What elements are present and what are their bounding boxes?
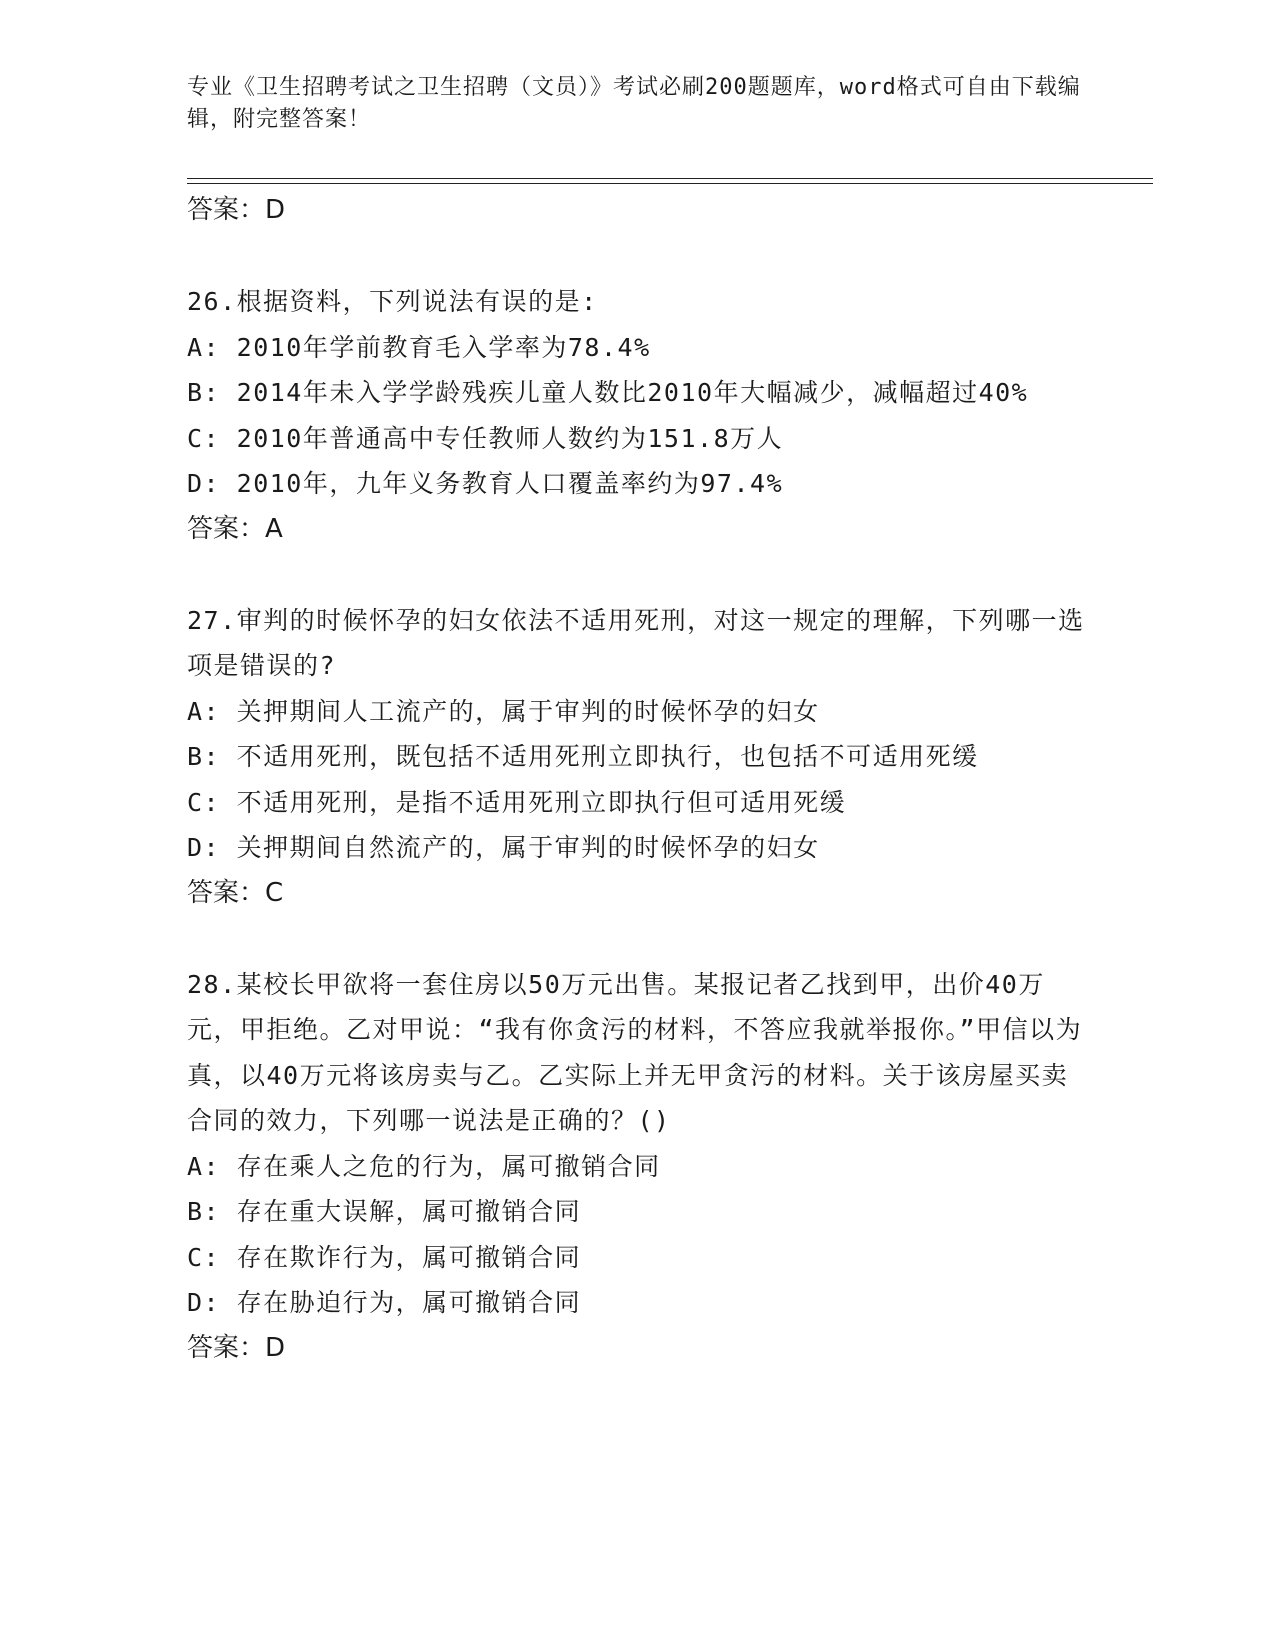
- option-d: D: 存在胁迫行为，属可撤销合同: [187, 1288, 582, 1317]
- option-c: C: 不适用死刑，是指不适用死刑立即执行但可适用死缓: [187, 787, 847, 817]
- header-rule-top: [187, 178, 1153, 179]
- question-26: [187, 279, 1087, 552]
- option-c: C: 2010年普通高中专任教师人数约为151.8万人: [187, 423, 784, 453]
- option-d: D: 关押期间自然流产的，属于审判的时候怀孕的妇女: [187, 833, 820, 862]
- header-rule-bottom: [187, 183, 1153, 184]
- question-text: 27.审判的时候怀孕的妇女依法不适用死刑，对这一规定的理解，下列哪一选项是错误的?: [187, 605, 1085, 680]
- option-a: A: 关押期间人工流产的，属于审判的时候怀孕的妇女: [187, 696, 820, 726]
- question-28: [187, 962, 1087, 1371]
- document-body: [187, 188, 1087, 1371]
- option-d: D: 2010年，九年义务教育人口覆盖率约为97.4%: [187, 469, 784, 498]
- option-c: C: 存在欺诈行为，属可撤销合同: [187, 1242, 582, 1272]
- question-answer: 答案：D: [187, 1332, 286, 1363]
- question-text: 28.某校长甲欲将一套住房以50万元出售。某报记者乙找到甲，出价40万元，甲拒绝。乙对甲说：“我有你贪污的材料，不答应我就举报你。”甲信以为真，以40万元将该房卖与乙。乙实际上并无甲贪污的材料。关于该房屋买卖合同的效力，下列哪一说法是正确的？(): [187, 969, 1083, 1135]
- document-header: 专业《卫生招聘考试之卫生招聘（文员）》考试必刷200题题库，word格式可自由下载编辑，附完整答案！: [187, 75, 1081, 132]
- option-b: B: 存在重大误解，属可撤销合同: [187, 1197, 582, 1226]
- option-b: B: 不适用死刑，既包括不适用死刑立即执行，也包括不可适用死缓: [187, 742, 979, 771]
- previous-answer: 答案：D: [187, 195, 286, 225]
- question-text: 26.根据资料，下列说法有误的是:: [187, 287, 598, 316]
- question-27: [187, 598, 1087, 916]
- question-answer: 答案：A: [187, 513, 283, 544]
- option-b: B: 2014年未入学学龄残疾儿童人数比2010年大幅减少，减幅超过40%: [187, 378, 1029, 407]
- question-answer: 答案：C: [187, 877, 284, 908]
- option-a: A: 存在乘人之危的行为，属可撤销合同: [187, 1151, 661, 1181]
- option-a: A: 2010年学前教育毛入学率为78.4%: [187, 332, 651, 362]
